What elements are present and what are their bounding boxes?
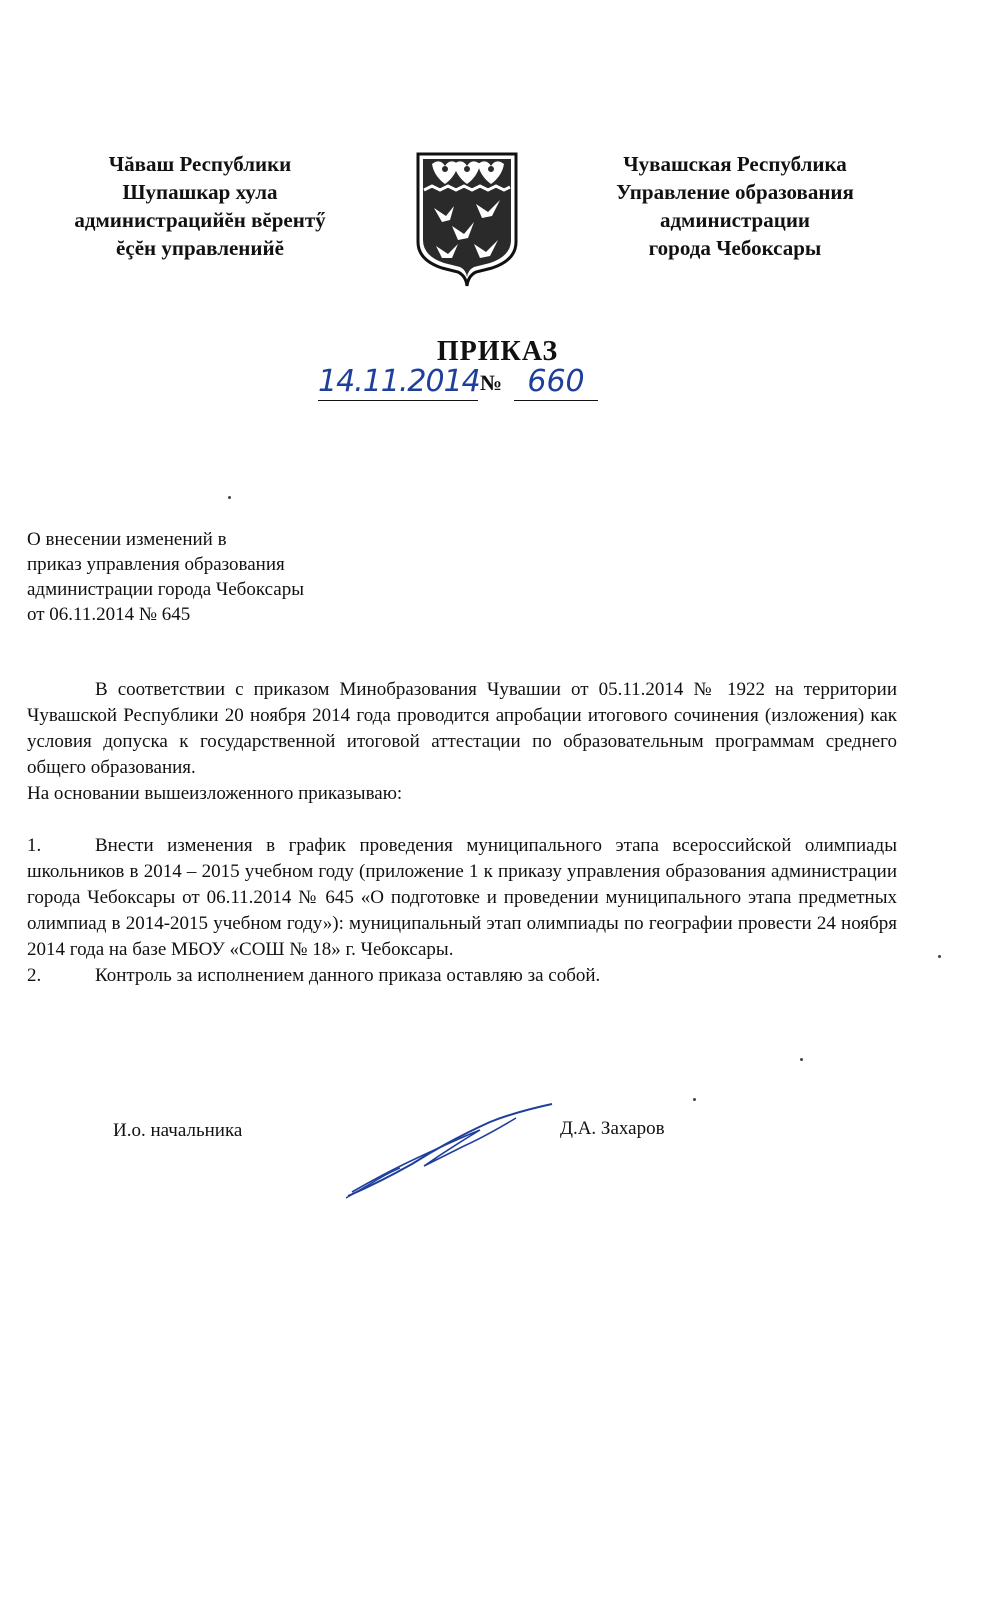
header-chuvash-line: администрацийĕн вĕрентӳ [74,208,326,232]
order-number: 660 [514,364,598,401]
scan-speck [693,1098,696,1101]
order-body [27,677,897,989]
order-subject [27,527,304,627]
subject-line: О внесении изменений в [27,529,227,550]
intro-paragraph: В соответствии с приказом Минобразования Чувашии от 05.11.2014 № 1922 на территории Чувашской Республики 20 ноября 2014 года проводится апробации итогового сочинения (изложения) как условия допуска к государственной итоговой аттестации по образовательным программам среднего общего образования. [27,679,897,778]
item-number: 1. [27,835,42,856]
scan-speck [938,955,941,958]
order-item [27,833,897,963]
item-text: Внести изменения в график проведения муниципального этапа всероссийской олимпиады школьников в 2014 – 2015 учебном году (приложение 1 к приказу управления образования администрации города Чебоксары от 06.11.2014 № 645 «О подготовке и проведении муниципального этапа предметных олимпиад в 2014-2015 учебном году»): муниципальный этап олимпиады по географии провести 24 ноября 2014 года на базе МБОУ «СОШ № 18» г. Чебоксары. [27,835,897,960]
header-russian-line: Чувашская Республика [623,152,847,176]
order-number-label: № [480,370,503,395]
scan-speck [228,496,231,499]
item-number: 2. [27,965,42,986]
signatory-role: И.о. начальника [113,1120,243,1141]
header-chuvash-line: ĕçĕн управленийĕ [116,236,284,260]
order-item [27,963,897,989]
subject-line: администрации города Чебоксары [27,579,304,600]
scan-speck [800,1058,803,1061]
header-chuvash-line: Шупашкар хула [122,180,278,204]
signatory-name: Д.А. Захаров [560,1118,665,1139]
header-russian [585,150,885,262]
header-russian-line: города Чебоксары [648,236,822,260]
header-russian-line: администрации [659,208,811,232]
subject-line: от 06.11.2014 № 645 [27,604,191,625]
order-details [318,362,658,406]
header-russian-line: Управление образования [616,180,854,204]
cheboksary-coat-of-arms-icon [412,150,522,288]
handwritten-signature [340,1100,560,1210]
order-date: 14.11.2014 [318,364,480,399]
document-title: ПРИКАЗ [436,336,559,367]
basis-paragraph: На основании вышеизложенного приказываю: [27,783,403,804]
item-text: Контроль за исполнением данного приказа оставляю за собой. [95,965,601,986]
header-chuvash [40,150,360,262]
subject-line: приказ управления образования [27,554,285,575]
header-chuvash-line: Чăваш Республики [108,152,292,176]
